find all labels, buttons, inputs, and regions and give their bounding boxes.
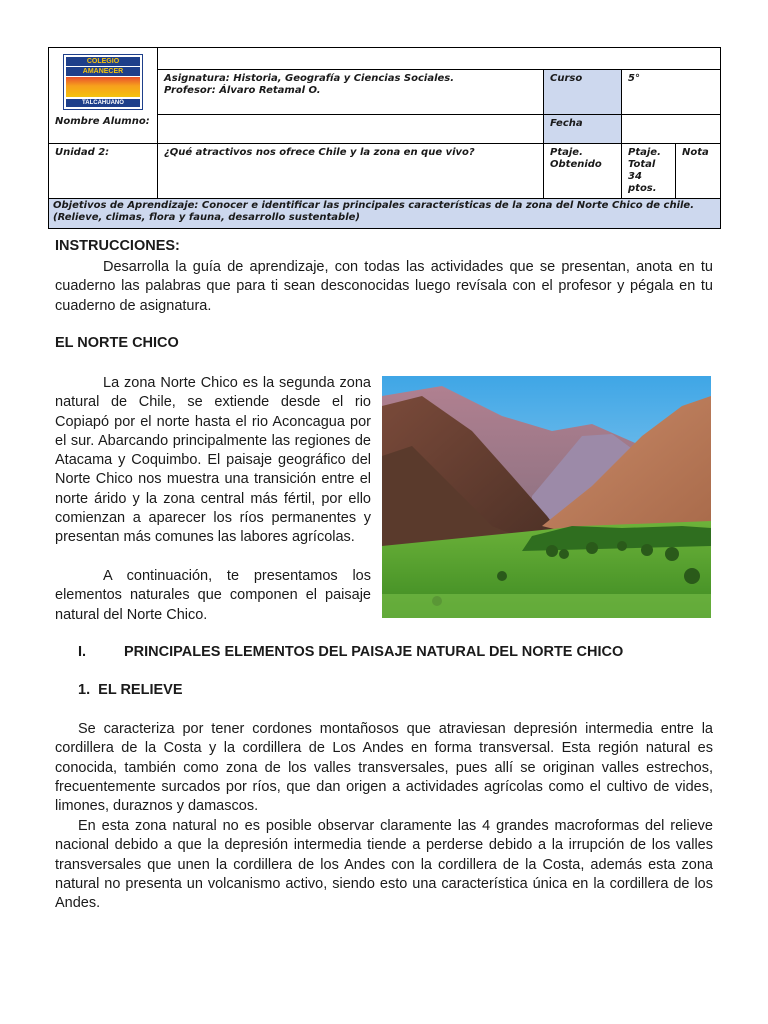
valley-landscape-image xyxy=(382,376,711,618)
logo-cell xyxy=(49,48,158,144)
fecha-label: Fecha xyxy=(544,115,622,144)
instrucciones-text: Desarrolla la guía de aprendizaje, con todas las actividades que se presentan, anota en tu cuaderno las palabras que para ti sean desconocidas luego revísala con el profesor y pégala en tu cuaderno de asignatura. xyxy=(55,259,713,314)
asignatura-cell xyxy=(158,70,544,115)
objetivos-text: Objetivos de Aprendizaje: Conocer e identificar las principales características de la zona del Norte Chico de chile. (Relieve, climas, flora y fauna, desarrollo sustentable) xyxy=(49,199,721,229)
valley-illustration xyxy=(382,376,711,618)
norte-chico-para1: La zona Norte Chico es la segunda zona natural de Chile, se extiende desde el rio Copiapó por el norte hasta el rio Aconcagua por el sur. Abarcando principalmente las regiones de Atacama y Coquimbo. El paisaje geográfico del Norte Chico nos muestra una transición entre el norte árido y la zona central más fértil, por ello comienzan a aparecer los ríos permanentes y presentan más comunes las labores agrícolas. xyxy=(55,375,371,546)
ptaje-obtenido-line2: Obtenido xyxy=(550,159,602,170)
logo-text-amanecer: AMANECER xyxy=(66,67,140,76)
relieve-para1: Se caracteriza por tener cordones montañosos que atraviesan depresión intermedia entre la cordillera de la Costa y la cordillera de Los Andes en forma transversal. Esta región natural es conocida, también como zona de los valles transversales, pues allí se originan valles estrechos, frecuentemente surcados por ríos, que dan origen a actividades agrícolas como el cultivo de vides, limones, duraznos y damascos. xyxy=(55,721,713,815)
logo-sunrise-image xyxy=(66,77,140,97)
logo-text-colegio: COLEGIO xyxy=(66,57,140,66)
norte-chico-para2: A continuación, te presentamos los elementos naturales que componen el paisaje natural del Norte Chico. xyxy=(55,568,371,623)
relieve-para2: En esta zona natural no es posible observar claramente las 4 grandes macroformas del relieve nacional debido a que la depresión intermedia tiende a perderse debido a la irrupción de los valles transversales que unen la cordillera de los Andes con la cordillera de la Costa, además esta zona natural no presenta un volcanismo activo, siendo esto una característica única en la cordillera de los Andes. xyxy=(55,818,713,912)
relieve-title: 1. EL RELIEVE xyxy=(78,682,183,698)
header-table xyxy=(48,47,720,221)
instrucciones-title: INSTRUCCIONES: xyxy=(55,238,180,254)
profesor-text: Profesor: Álvaro Retamal O. xyxy=(164,85,321,96)
logo-text-talcahuano: TALCAHUANO xyxy=(66,99,140,107)
nombre-label: Nombre Alumno: xyxy=(55,116,150,127)
asignatura-text: Asignatura: Historia, Geografía y Ciencias Sociales. xyxy=(164,73,455,84)
curso-label: Curso xyxy=(544,70,622,115)
ptaje-total-line2: Total xyxy=(628,159,656,170)
section1-numeral: I. xyxy=(78,644,87,660)
school-logo xyxy=(63,54,143,110)
norte-chico-title: EL NORTE CHICO xyxy=(55,335,179,351)
curso-value: 5° xyxy=(622,70,721,115)
nota-label: Nota xyxy=(676,144,721,199)
ptaje-total-line3: 34 ptos. xyxy=(628,171,657,194)
ptaje-obtenido-line1: Ptaje. xyxy=(550,147,583,158)
fecha-input-cell[interactable] xyxy=(622,115,721,144)
header-blank-cell xyxy=(158,48,721,70)
ptaje-total-cell xyxy=(622,144,676,199)
ptaje-obtenido-cell xyxy=(544,144,622,199)
unidad-question: ¿Qué atractivos nos ofrece Chile y la zona en que vivo? xyxy=(158,144,544,199)
section1-title: PRINCIPALES ELEMENTOS DEL PAISAJE NATURAL DEL NORTE CHICO xyxy=(124,644,624,660)
unidad-label: Unidad 2: xyxy=(49,144,158,199)
nombre-input-cell[interactable] xyxy=(158,115,544,144)
ptaje-total-line1: Ptaje. xyxy=(628,147,661,158)
